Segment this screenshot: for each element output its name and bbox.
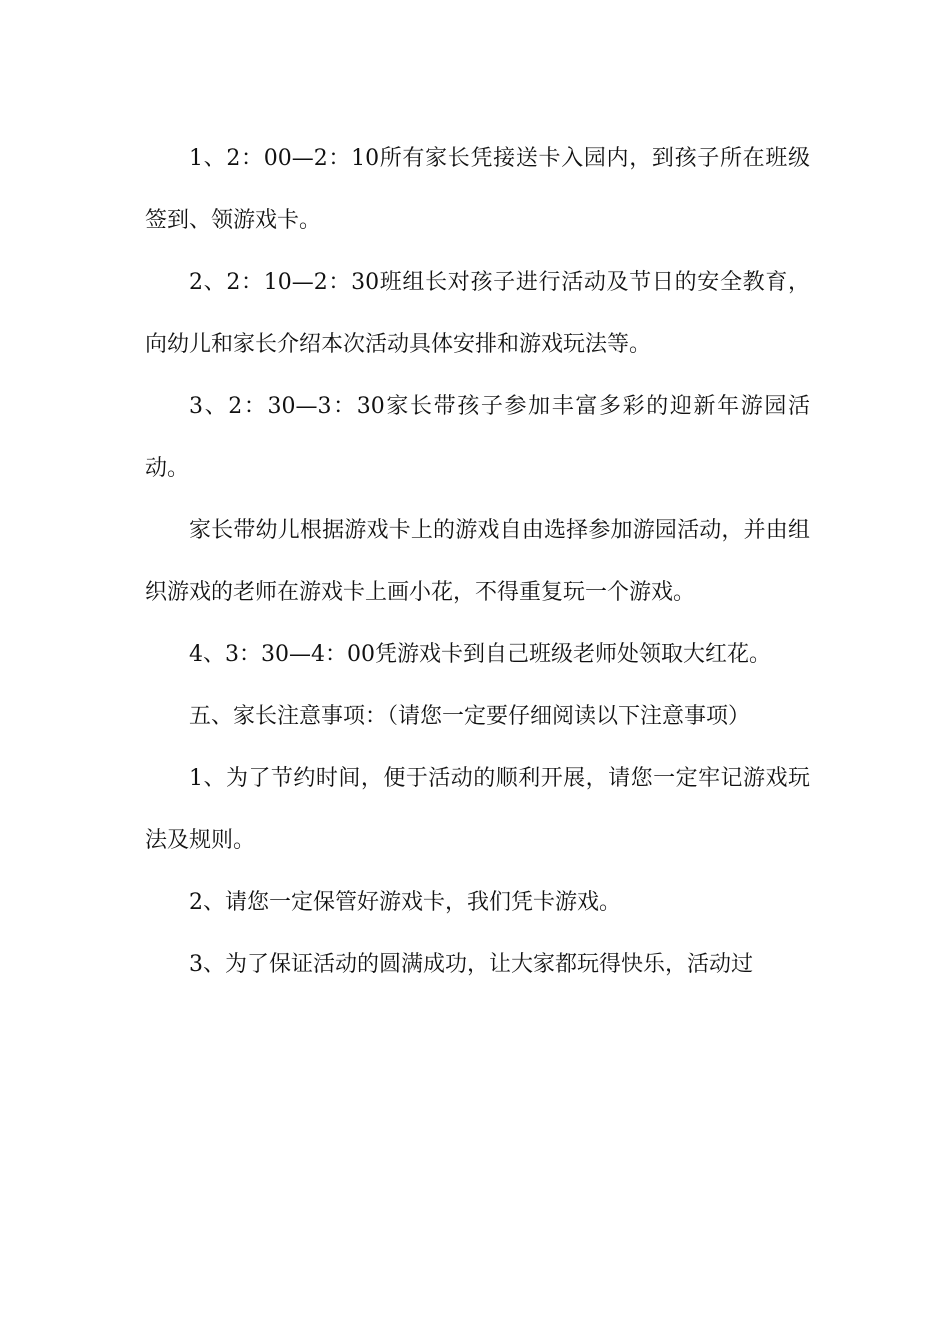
section-heading-parent-notes: 五、家长注意事项：（请您一定要仔细阅读以下注意事项） — [189, 704, 751, 729]
paragraph-schedule-2: 2、2：10—2：30班组长对孩子进行活动及节日的安全教育，向幼儿和家长介绍本次活动具体安排和游戏玩法等。 — [145, 270, 810, 357]
paragraph-schedule-1: 1、2：00—2：10所有家长凭接送卡入园内，到孩子所在班级签到、领游戏卡。 — [145, 146, 810, 233]
paragraph-schedule-3: 3、2：30—3：30家长带孩子参加丰富多彩的迎新年游园活动。 — [145, 394, 810, 481]
paragraph-note-3: 3、为了保证活动的圆满成功，让大家都玩得快乐，活动过 — [189, 952, 753, 977]
paragraph-schedule-4: 4、3：30—4：00凭游戏卡到自己班级老师处领取大红花。 — [189, 642, 771, 667]
paragraph-activity-rules: 家长带幼儿根据游戏卡上的游戏自由选择参加游园活动，并由组织游戏的老师在游戏卡上画小花，不得重复玩一个游戏。 — [145, 518, 810, 605]
paragraph-note-2: 2、请您一定保管好游戏卡，我们凭卡游戏。 — [189, 890, 621, 915]
paragraph-note-1: 1、为了节约时间，便于活动的顺利开展，请您一定牢记游戏玩法及规则。 — [145, 766, 810, 853]
document-body — [145, 128, 810, 996]
